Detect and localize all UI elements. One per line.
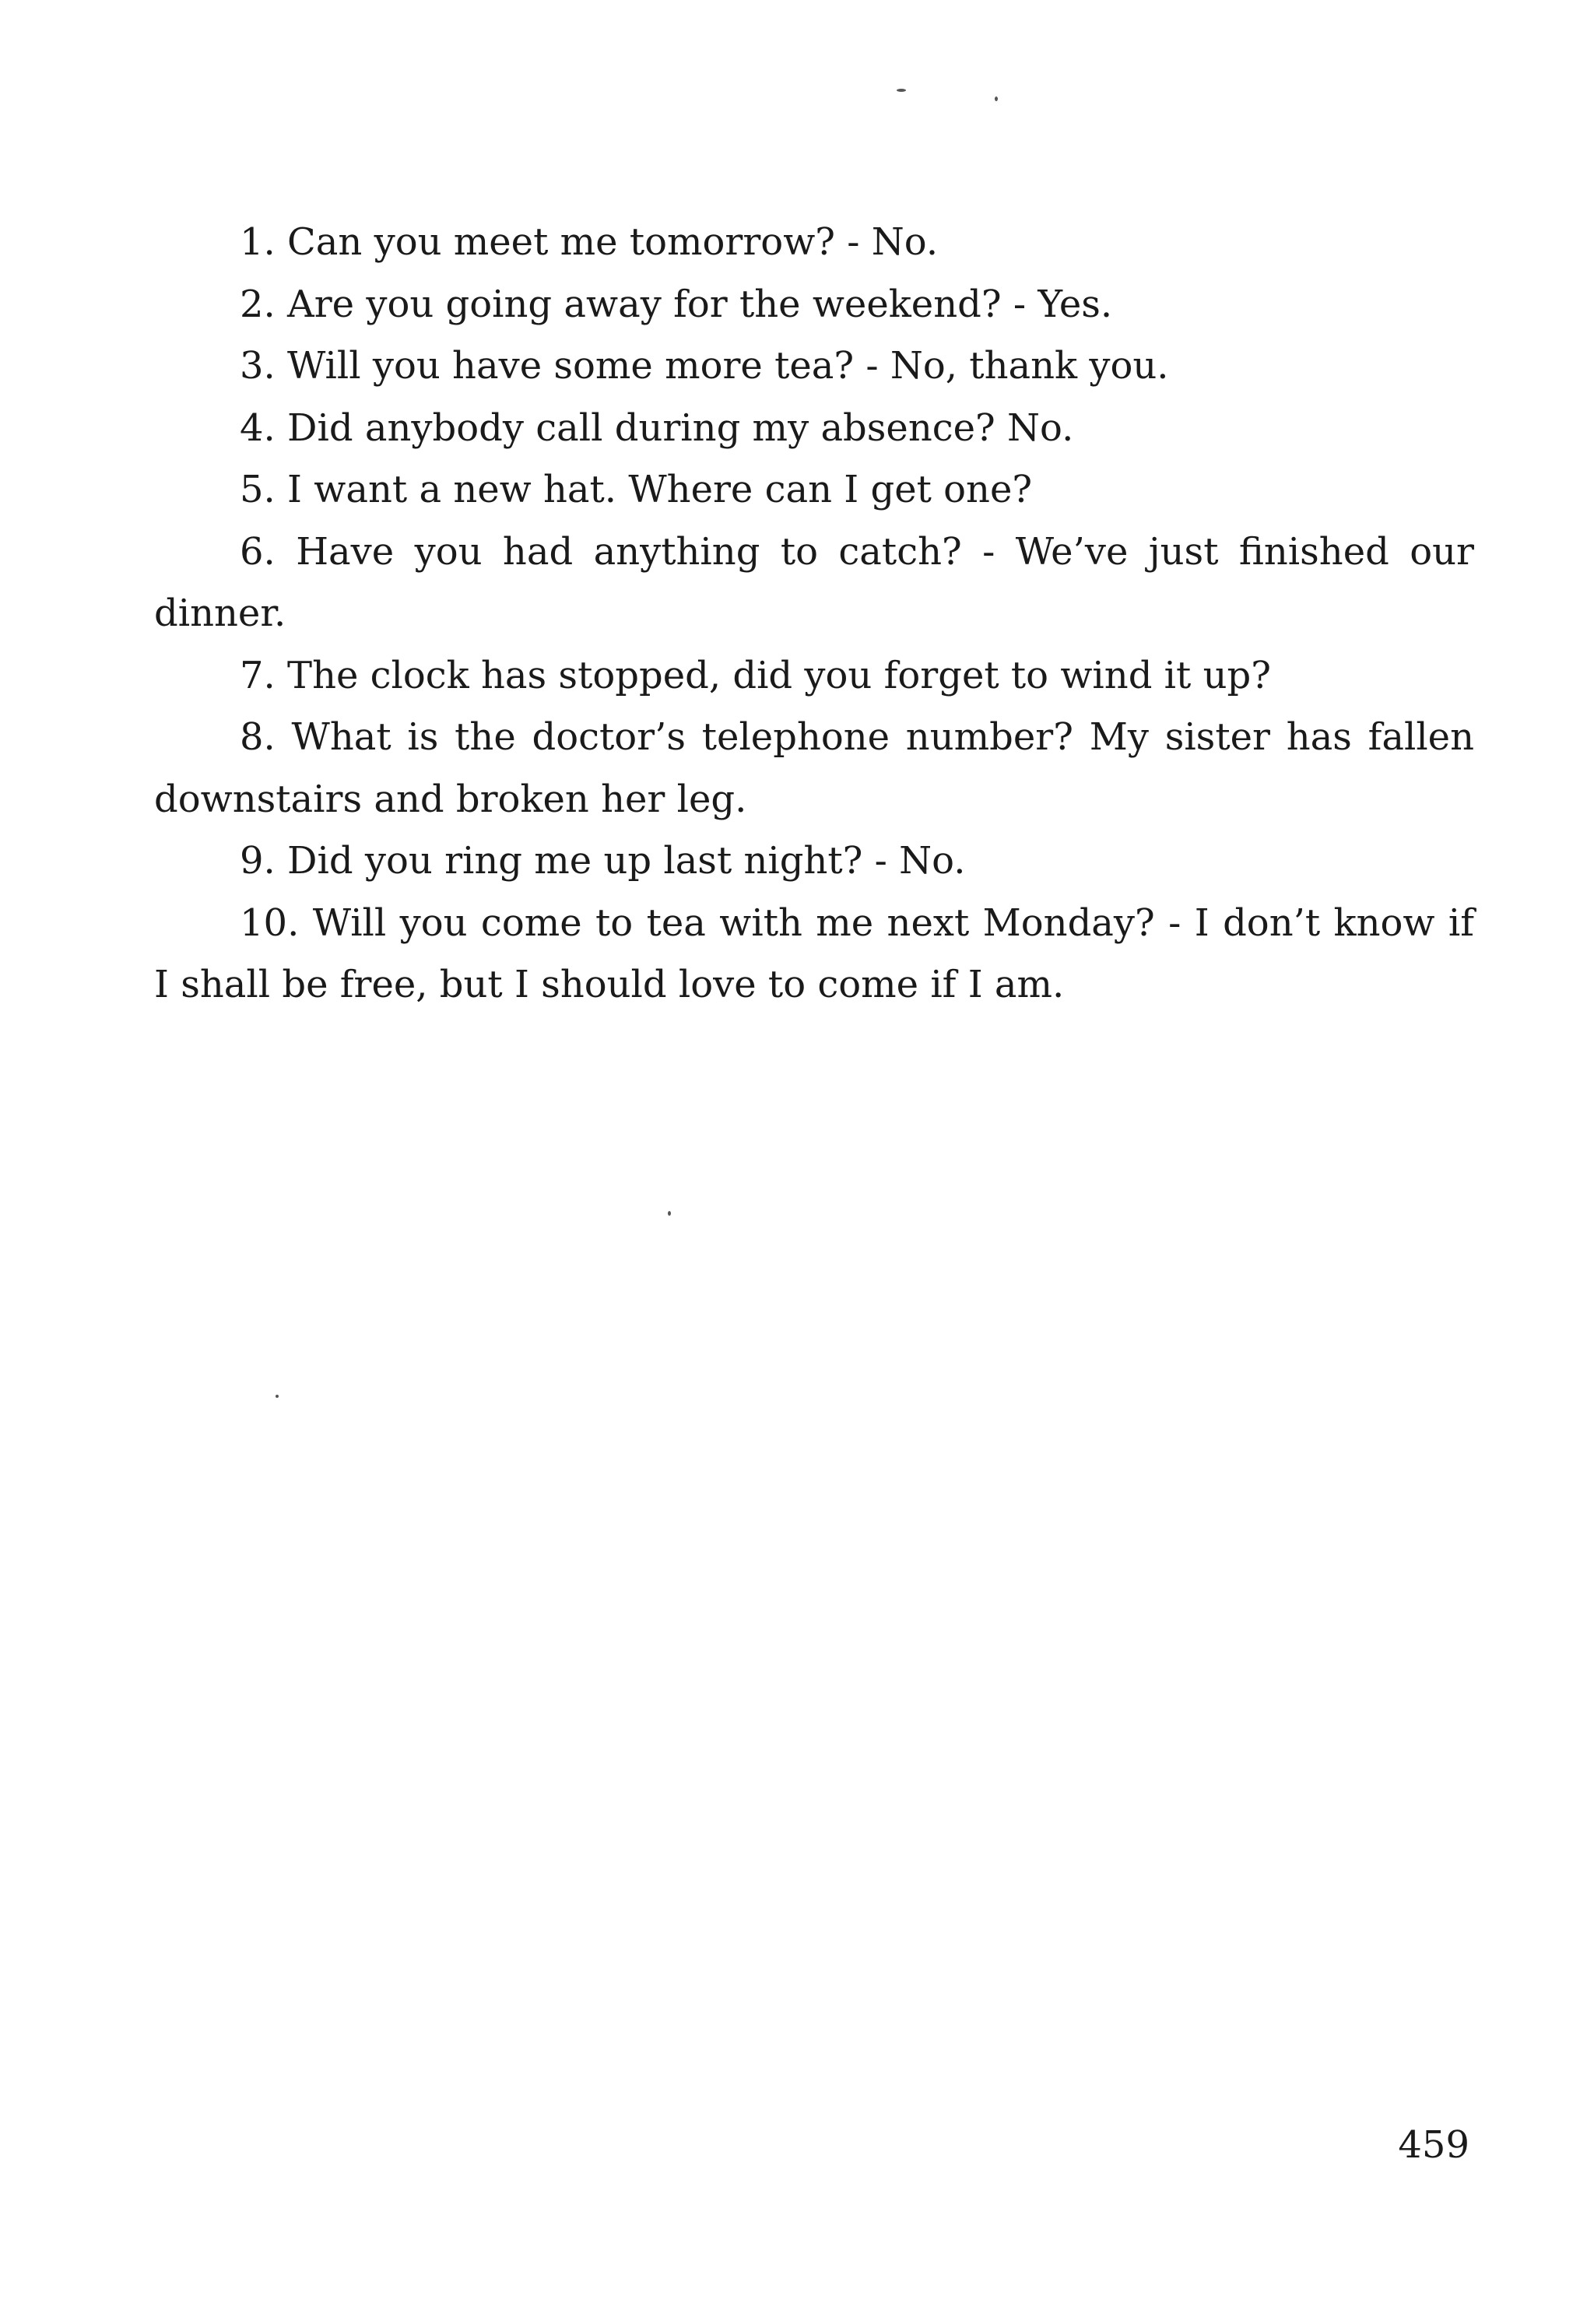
scan-speck <box>897 89 906 92</box>
exercise-item: 8. What is the doctor’s telephone number? My sister has fallen downstairs and broken her leg. <box>154 715 1474 821</box>
exercise-item: 2. Are you going away for the weekend? - Yes. <box>240 282 1113 326</box>
scan-speck <box>668 1211 671 1216</box>
exercise-item: 7. The clock has stopped, did you forget to wind it up? <box>240 653 1271 697</box>
exercise-item: 3. Will you have some more tea? - No, thank you. <box>240 344 1169 388</box>
exercise-item: 5. I want a new hat. Where can I get one? <box>240 468 1033 511</box>
exercise-item: 4. Did anybody call during my absence? No. <box>240 405 1074 450</box>
scan-speck <box>995 97 998 101</box>
exercise-item: 10. Will you come to tea with me next Monday? - I don’t know if I shall be free, but I should love to come if I am. <box>154 900 1474 1006</box>
exercise-item: 1. Can you meet me tomorrow? - No. <box>240 220 939 264</box>
exercise-item: 9. Did you ring me up last night? - No. <box>240 839 966 883</box>
exercise-item: 6. Have you had anything to catch? - We’ve just finished our dinner. <box>154 529 1474 635</box>
page-number: 459 <box>1398 2123 1469 2167</box>
scan-speck <box>276 1395 279 1398</box>
exercise-list <box>154 212 1474 1016</box>
